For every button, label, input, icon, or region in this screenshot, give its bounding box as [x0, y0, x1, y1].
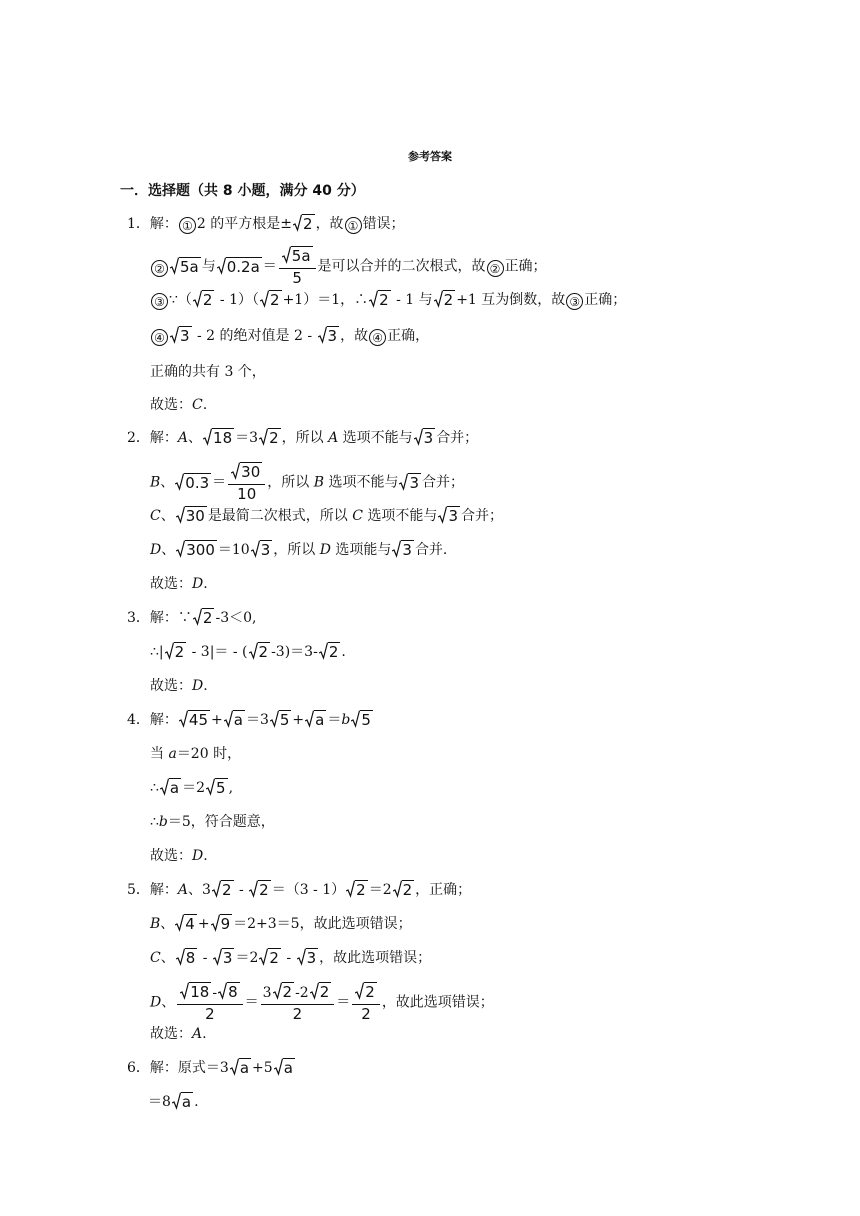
sqrt: 300 — [176, 540, 217, 558]
sqrt: 2 — [310, 982, 332, 1000]
question-number: 3． — [127, 610, 150, 626]
sqrt: 8 — [218, 982, 240, 1000]
q5-answer: 故选：A. — [150, 1026, 207, 1042]
q4-line-3: ∴ a ＝2 5 , — [150, 779, 234, 797]
q6-line-1: 6．解：原式＝3 a +5 a — [127, 1059, 293, 1077]
sqrt: a — [172, 1092, 193, 1110]
sqrt: 0.3 — [175, 473, 211, 491]
sqrt: a — [274, 1058, 295, 1076]
sqrt: 18 — [180, 982, 211, 1000]
sqrt: 3 — [297, 948, 319, 966]
circled-3: ③ — [151, 293, 168, 310]
q6-line-2: ＝8 a . — [148, 1093, 199, 1111]
sqrt: 3 — [392, 540, 414, 558]
section-heading: 一．选择题（共 8 小题，满分 40 分） — [120, 183, 365, 199]
sqrt: 2 — [165, 642, 187, 660]
sqrt: a — [160, 778, 181, 796]
fraction: 3 2 -2 2 2 — [261, 982, 335, 1023]
sqrt: 2 — [259, 948, 281, 966]
sqrt: 30 — [231, 462, 262, 480]
sqrt: 2 — [249, 880, 271, 898]
sqrt: 9 — [211, 914, 233, 932]
sqrt: 8 — [176, 948, 198, 966]
fraction: $\frac{30}{10}$ — [228, 462, 265, 503]
question-number: 2． — [127, 430, 150, 446]
q4-line-1: 4．解： 45 + a ＝3 5 + a ＝b 5 — [127, 711, 371, 729]
q5-line-3: C、 8 - 3 ＝2 2 - 3 ，故此选项错误； — [150, 949, 432, 967]
sqrt: 5a — [282, 246, 313, 264]
sqrt: 18 — [203, 428, 234, 446]
sqrt: 2 — [260, 290, 282, 308]
q1-line-4: ④ 3 - 2 的绝对值是 2 - 3 ，故 ④ 正确， — [150, 326, 429, 346]
sqrt: 3 — [318, 326, 340, 344]
q3-line-2: ∴| 2 - 3|＝ - ( 2 -3)＝3- 2 . — [150, 643, 346, 661]
sqrt: 2 — [319, 642, 341, 660]
q3-line-1: 3．解：∵ 2 -3＜0, — [127, 609, 257, 627]
q5-line-2: B、 4 + 9 ＝2+3＝5，故此选项错误； — [150, 915, 412, 933]
question-number: 5． — [127, 882, 150, 898]
sqrt: a — [230, 1058, 251, 1076]
sqrt: 2 — [355, 982, 377, 1000]
sqrt: 5 — [206, 778, 228, 796]
circled-2: ② — [487, 260, 504, 277]
sqrt: 45 — [179, 710, 210, 728]
q4-line-2: 当 a＝20 时， — [150, 746, 242, 762]
question-number: 4． — [127, 712, 150, 728]
sqrt: 2 — [193, 290, 215, 308]
sqrt: 2 — [249, 642, 271, 660]
sqrt: 2 — [369, 290, 391, 308]
sqrt: 5 — [270, 710, 292, 728]
sqrt: 30 — [176, 506, 207, 524]
fraction: $\frac{5a}{5}$ — [279, 246, 316, 287]
sqrt: 5 — [351, 710, 373, 728]
q4-answer: 故选：D. — [150, 848, 208, 864]
sqrt: 0.2a — [217, 257, 262, 275]
sqrt: 3 — [414, 428, 436, 446]
circled-4: ④ — [151, 329, 168, 346]
sqrt: 4 — [175, 914, 197, 932]
sqrt: 2 — [293, 214, 315, 232]
circled-2: ② — [151, 260, 168, 277]
question-number: 1． — [127, 216, 150, 232]
circled-1: ① — [179, 217, 196, 234]
q2-line-2: B、 0.3 ＝ $\frac{30}{10}$ ，所以 B 选项不能与 3 合并； — [150, 463, 464, 503]
q2-answer: 故选：D. — [150, 576, 208, 592]
q2-line-3: C、 30 是最简二次根式，所以 C 选项不能与 3 合并； — [150, 507, 503, 525]
q1-line-1: 1．解： ① 2 的平方根是± 2 ，故 ① 错误； — [127, 215, 405, 233]
q1-line-2: ② 5a 与 0.2a ＝ $\frac{5a}{5}$ 是可以合并的二次根式，故 ② 正确； — [150, 246, 547, 287]
sqrt: 2 — [259, 428, 281, 446]
page-title: 参考答案 — [408, 150, 452, 163]
fraction: 18 - 8 2 — [177, 982, 242, 1023]
sqrt: 2 — [434, 290, 456, 308]
q1-answer: 故选：C. — [150, 397, 208, 413]
fraction: $\frac{2}{2}$ — [352, 982, 380, 1023]
q2-line-4: D、 300 ＝10 3 ，所以 D 选项能与 3 合并. — [150, 541, 448, 559]
sqrt: 3 — [251, 540, 273, 558]
sqrt: a — [224, 710, 245, 728]
sqrt: 3 — [213, 948, 235, 966]
circled-4: ④ — [369, 329, 386, 346]
sqrt: 2 — [393, 880, 415, 898]
q4-line-4: ∴b＝5，符合题意， — [150, 814, 275, 830]
sqrt: 3 — [399, 473, 421, 491]
sqrt: 2 — [193, 608, 215, 626]
sqrt: 5a — [170, 257, 201, 275]
q1-line-5: 正确的共有 3 个， — [150, 364, 266, 380]
sqrt: a — [305, 710, 326, 728]
q1-line-3: ③ ∵（ 2 - 1）（ 2 +1）＝1，∴ 2 - 1 与 2 +1 互为倒数，故 ③ 正确； — [150, 290, 626, 310]
sqrt: 3 — [170, 326, 192, 344]
sqrt: 3 — [438, 506, 460, 524]
circled-3: ③ — [566, 293, 583, 310]
sqrt: 2 — [346, 880, 368, 898]
q5-line-1: 5．解：A、3 2 - 2 ＝（3 - 1） 2 ＝2 2 ，正确； — [127, 881, 472, 899]
sqrt: 2 — [273, 982, 295, 1000]
circled-1: ① — [345, 217, 362, 234]
q2-line-1: 2．解：A、 18 ＝3 2 ，所以 A 选项不能与 3 合并； — [127, 429, 479, 447]
question-number: 6． — [127, 1060, 150, 1076]
q3-answer: 故选：D. — [150, 678, 208, 694]
q5-line-4: D、 18 - 8 2 ＝ 3 2 -2 2 2 ＝ $\frac{2}{2}$ ，故此选项错误； — [150, 983, 494, 1023]
sqrt: 2 — [212, 880, 234, 898]
